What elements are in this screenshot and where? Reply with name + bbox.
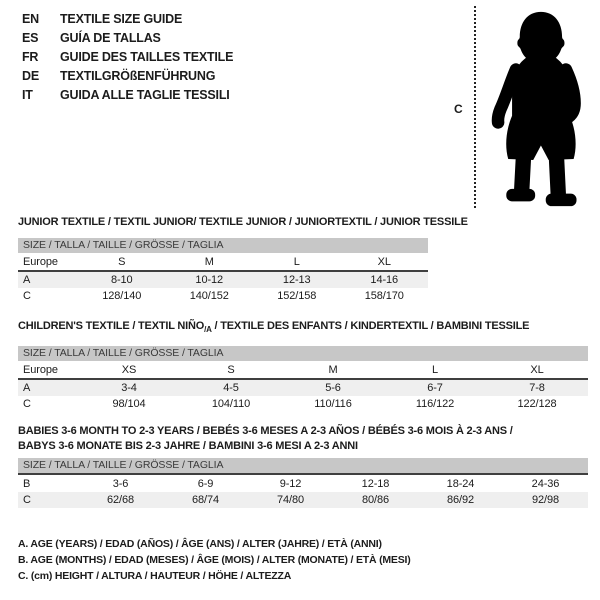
legend-line-b: B. AGE (MONTHS) / EDAD (MESES) / ÂGE (MOIS) / ALTER (MONATE) / ETÀ (MESI) [18,554,411,566]
row-label: C [23,290,31,302]
size-bar-label: SIZE / TALLA / TAILLE / GRÖSSE / TAGLIA [18,458,588,473]
table-cell: 68/74 [191,494,220,506]
table-cell: 8-10 [110,274,133,286]
language-title: GUIDE DES TAILLES TEXTILE [60,50,234,64]
table-row [18,378,588,396]
table-cell: 14-16 [370,274,399,286]
header-cell: XL [530,363,544,376]
heading-subscript: /A [204,325,212,335]
header-cell: XL [377,255,391,268]
heading-text: / TEXTILE DES ENFANTS / KINDERTEXTIL / BAMBINI TESSILE [211,320,530,332]
header-cell: L [293,255,300,268]
baby-silhouette-icon [486,8,592,210]
table-row [18,473,588,492]
table-cell: 5-6 [325,382,341,395]
row-label: A [23,382,31,395]
table-header-row [18,361,588,378]
table-cell: 86/92 [446,494,475,506]
table-cell: 3-6 [112,477,129,490]
table-cell: 92/98 [531,494,560,506]
legend [18,536,411,584]
language-title: TEXTILE SIZE GUIDE [60,12,183,26]
table-cell: 12-13 [282,274,311,286]
junior-section-heading: JUNIOR TEXTILE / TEXTIL JUNIOR/ TEXTILE JUNIOR / JUNIORTEXTIL / JUNIOR TESSILE [18,216,468,228]
language-code: DE [22,69,39,83]
legend-line-c: C. (cm) HEIGHT / ALTURA / HAUTEUR / HÖHE / ALTEZZA [18,570,292,582]
language-row-en [22,10,233,29]
language-title: GUÍA DE TALLAS [60,31,161,45]
header-cell: M [328,363,338,376]
table-cell: 122/128 [517,398,557,411]
header-cell: M [204,255,214,268]
table-cell: 9-12 [279,477,302,490]
babies-section-heading-line1: BABIES 3-6 MONTH TO 2-3 YEARS / BEBÉS 3-6 MESES A 2-3 AÑOS / BÉBÉS 3-6 MOIS À 2-3 ANS / [18,425,513,437]
children-textile-section [18,320,588,412]
table-cell: 24-36 [531,477,560,490]
table-cell: 140/152 [189,290,229,302]
language-title: GUIDA ALLE TAGLIE TESSILI [60,88,230,102]
header-cell: S [118,255,126,268]
height-measure-dotted-line [474,6,476,208]
table-header-row [18,253,428,270]
babies-size-table [18,458,588,508]
table-cell: 152/158 [277,290,317,302]
table-cell: 4-5 [223,382,239,395]
table-row [18,492,588,508]
junior-textile-section [18,216,468,304]
table-cell: 3-4 [121,382,137,395]
row-label: B [23,477,31,490]
table-cell: 110/116 [314,398,352,411]
language-code: IT [22,88,33,102]
baby-height-figure [452,6,596,212]
table-cell: 158/170 [364,290,404,302]
language-row-fr [22,48,233,67]
table-cell: 98/104 [112,398,146,411]
babies-textile-section [18,424,588,508]
table-row [18,288,428,304]
table-row [18,270,428,288]
size-bar-label: SIZE / TALLA / TAILLE / GRÖSSE / TAGLIA [18,238,428,253]
header-cell: S [227,363,235,376]
header-cell: Europe [23,255,58,268]
height-measure-label: C [454,102,463,116]
language-code: FR [22,50,39,64]
table-cell: 6-9 [197,477,214,490]
size-bar-label: SIZE / TALLA / TAILLE / GRÖSSE / TAGLIA [18,346,588,361]
table-cell: 10-12 [195,274,224,286]
language-code: ES [22,31,39,45]
row-label: A [23,274,31,286]
table-cell: 74/80 [276,494,305,506]
language-row-it [22,86,233,105]
header-cell: Europe [23,363,58,376]
junior-size-table [18,238,428,304]
table-cell: 128/140 [102,290,142,302]
children-section-heading [18,320,588,334]
table-cell: 80/86 [361,494,390,506]
language-row-es [22,29,233,48]
header-cell: L [431,363,439,376]
table-cell: 18-24 [446,477,475,490]
table-cell: 6-7 [427,382,443,395]
row-label: C [23,494,31,506]
heading-text: CHILDREN'S TEXTILE / TEXTIL NIÑO [18,320,205,332]
table-cell: 12-18 [361,477,390,490]
children-size-table [18,346,588,412]
language-title-list [22,10,233,105]
language-title: TEXTILGRÖßENFÜHRUNG [60,69,216,83]
table-cell: 62/68 [106,494,135,506]
legend-line-a: A. AGE (YEARS) / EDAD (AÑOS) / ÂGE (ANS) / ALTER (JAHRE) / ETÀ (ANNI) [18,538,382,550]
table-cell: 104/110 [211,398,251,411]
table-cell: 7-8 [529,382,545,395]
language-code: EN [22,12,39,26]
header-cell: XS [121,363,137,376]
table-cell: 116/122 [415,398,455,411]
language-row-de [22,67,233,86]
table-row [18,396,588,412]
row-label: C [23,398,31,411]
babies-section-heading-line2: BABYS 3-6 MONATE BIS 2-3 JAHRE / BAMBINI 3-6 MESI A 2-3 ANNI [18,440,358,452]
